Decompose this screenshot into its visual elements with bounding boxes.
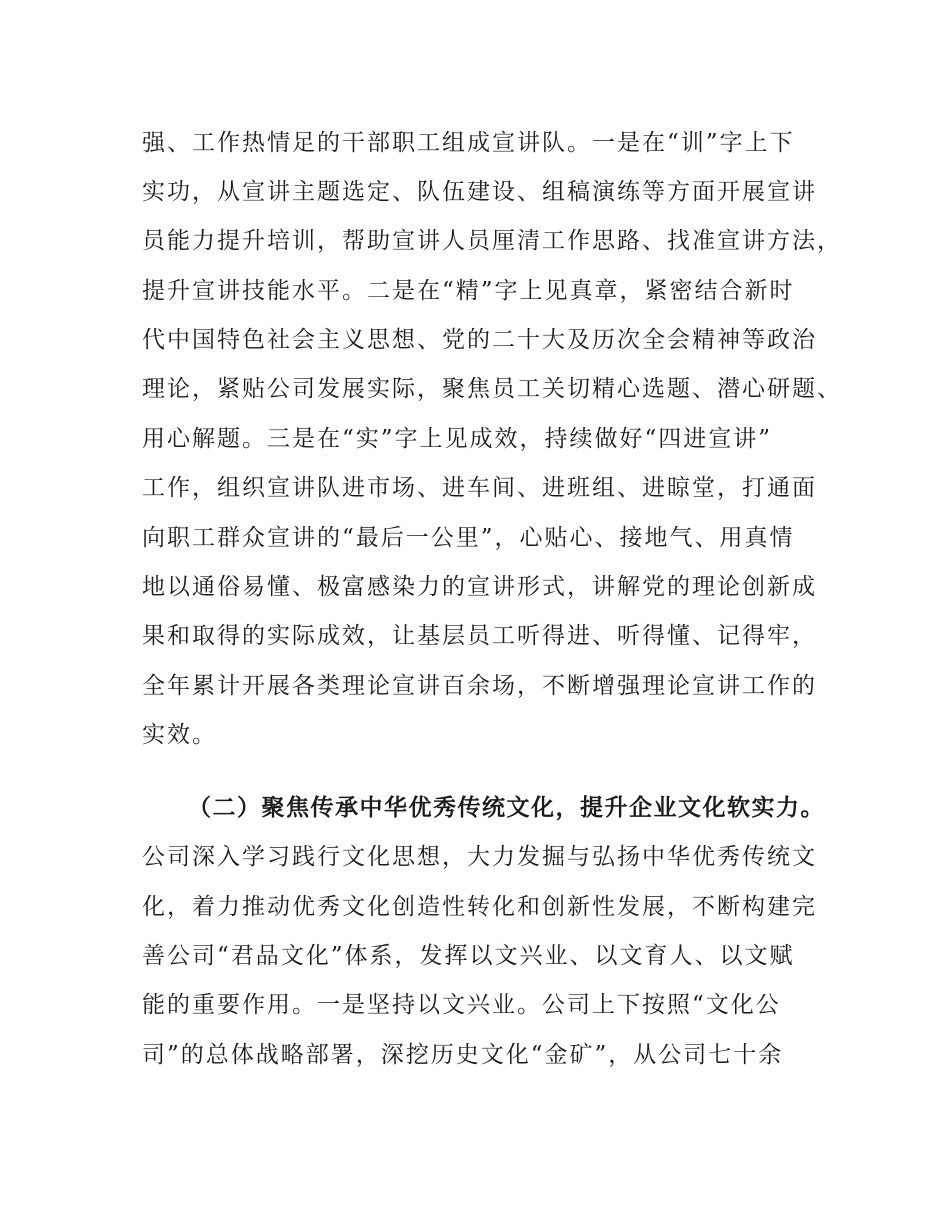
paragraph-line: 工作，组织宣讲队进市场、进车间、进班组、进晾堂，打通面	[142, 475, 817, 501]
paragraph-line: 全年累计开展各类理论宣讲百余场，不断增强理论宣讲工作的	[142, 673, 817, 699]
paragraph-line: 向职工群众宣讲的“最后一公里”，心贴心、接地气、用真情	[142, 525, 795, 551]
paragraph-line: 化，着力推动优秀文化创造性转化和创新性发展，不断构建完	[142, 894, 817, 920]
paragraph-line: 司”的总体战略部署，深挖历史文化“金矿”，从公司七十余	[142, 1042, 784, 1068]
paragraph-line: 实效。	[142, 722, 217, 748]
paragraph-line: 果和取得的实际成效，让基层员工听得进、听得懂、记得牢，	[142, 623, 817, 649]
paragraph-line: 善公司“君品文化”体系，发挥以文兴业、以文育人、以文赋	[142, 943, 795, 969]
paragraph-line: 理论，紧贴公司发展实际，聚焦员工关切精心选题、潜心研题、	[142, 376, 842, 402]
section-heading: （二）聚焦传承中华优秀传统文化，提升企业文化软实力。	[188, 795, 825, 821]
paragraph-line: 提升宣讲技能水平。二是在“精”字上见真章，紧密结合新时	[142, 278, 795, 304]
paragraph-line: 能的重要作用。一是坚持以文兴业。公司上下按照“文化公	[142, 992, 781, 1018]
paragraph-line: 公司深入学习践行文化思想，大力发掘与弘扬中华优秀传统文	[142, 844, 817, 870]
paragraph-line: 代中国特色社会主义思想、党的二十大及历次全会精神等政治	[142, 327, 817, 353]
paragraph-line: 员能力提升培训，帮助宣讲人员厘清工作思路、找准宣讲方法，	[142, 228, 842, 254]
paragraph-line: 实功，从宣讲主题选定、队伍建设、组稿演练等方面开展宣讲	[142, 179, 817, 205]
paragraph-line: 用心解题。三是在“实”字上见成效，持续做好“四进宣讲”	[142, 426, 773, 452]
paragraph-line: 地以通俗易懂、极富感染力的宣讲形式，讲解党的理论创新成	[142, 574, 817, 600]
paragraph-line: 强、工作热情足的干部职工组成宣讲队。一是在“训”字上下	[142, 130, 795, 156]
